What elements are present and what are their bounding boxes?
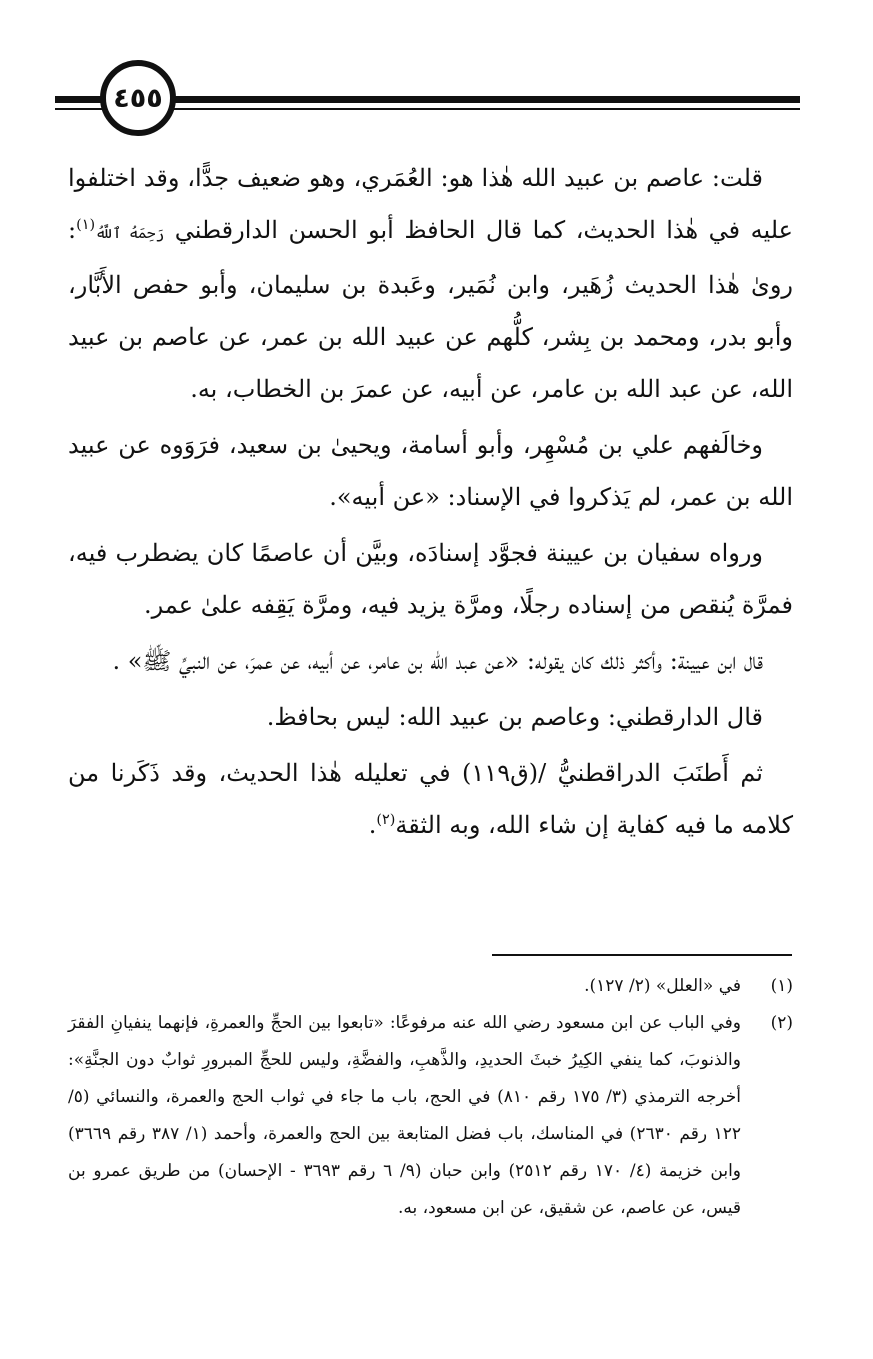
page-header: [55, 60, 800, 140]
paragraph-2: وخالَفهم علي بن مُسْهِر، وأبو أسامة، ويحيىٰ بن سعيد، فرَوَوه عن عبيد الله بن عمر، لم يَذكروا في الإسناد: «عن أبيه».: [68, 431, 793, 511]
paragraph-4: قال ابن عيينة: وأكثر ذلك كان يقوله: «عن عبد الله بن عامر، عن أبيه، عن عمرَ، عن النبيِّ ﷺ» .: [112, 647, 763, 675]
footnote-2-number: (٢): [770, 1013, 793, 1033]
footnote-2: [68, 1005, 793, 1227]
honorific-rahimahullah: رَحِمَهُ ٱللَّهُ: [95, 224, 165, 242]
paragraph-3: ورواه سفيان بن عيينة فجوَّد إسنادَه، وبيَّن أن عاصمًا كان يضطرب فيه، فمرَّة يُنقص من إسناده رجلًا، ومرَّة يزيد فيه، ومرَّة يَقِفه علىٰ عمر.: [68, 539, 793, 619]
footnote-ref-2[interactable]: (٢): [376, 812, 396, 828]
page-number: ٤٥٥: [113, 82, 163, 114]
paragraph-1-rest: : روىٰ هٰذا الحديث زُهَير، وابن نُمَير، وعَبدة بن سليمان، وأبو حفص الأَبَّار، وأبو بدر، ومحمد بن بِشر، كلُّهم عن عبيد الله بن عمر، عن عاصم بن عبيد الله، عن عبد الله بن عامر، عن أبيه، عن عمرَ بن الخطاب، به.: [68, 216, 793, 403]
footnote-1-text: في «العلل» (٢/ ١٢٧).: [584, 976, 741, 996]
footnotes: [68, 968, 793, 1227]
paragraph-1: [68, 152, 793, 415]
footnote-1-number: (١): [770, 976, 793, 996]
main-text: [68, 152, 793, 855]
footnote-separator: [492, 954, 792, 956]
paragraph-5: قال الدارقطني: وعاصم بن عبيد الله: ليس بحافظ.: [266, 703, 763, 731]
footnote-ref-1[interactable]: (١): [76, 217, 96, 233]
page-number-badge: [100, 60, 176, 136]
footnote-1: [68, 968, 793, 1005]
paragraph-6-end: .: [368, 811, 377, 839]
paragraph-6: [68, 747, 793, 851]
footnote-2-text: وفي الباب عن ابن مسعود رضي الله عنه مرفوعًا: «تابعوا بين الحجِّ والعمرةِ، فإنهما ينفيانِ الفقرَ والذنوبَ، كما ينفي الكِيرُ خبثَ الحديدِ، والذَّهبِ، والفضَّةِ، وليس للحجِّ المبرورِ ثوابٌ دون الجنَّةِ»: أخرجه الترمذي (٣/ ١٧٥ رقم ٨١٠) في الحج، باب ما جاء في ثواب الحج والعمرة، والنسائي (٥/ ١٢٢ رقم ٢٦٣٠) في المناسك، باب فضل المتابعة بين الحج والعمرة، وأحمد (١/ ٣٨٧ رقم ٣٦٦٩) وابن خزيمة (٤/ ١٧٠ رقم ٢٥١٢) وابن حبان (٩/ ٦ رقم ٣٦٩٣ - الإحسان) من طريق عمرو بن قيس، عن عاصم، عن شقيق، عن ابن مسعود، به.: [68, 1013, 742, 1218]
paragraph-6-text: ثم أَطنَبَ الدراقطنيُّ /(ق١١٩) في تعليله هٰذا الحديث، وقد ذَكَرنا من كلامه ما فيه كفاية إن شاء الله، وبه الثقة: [68, 759, 793, 839]
paragraph-1-text: قلت: عاصم بن عبيد الله هٰذا هو: العُمَري، وهو ضعيف جدًّا، وقد اختلفوا عليه في هٰذا الحديث، كما قال الحافظ أبو الحسن الدارقطني: [68, 164, 793, 244]
